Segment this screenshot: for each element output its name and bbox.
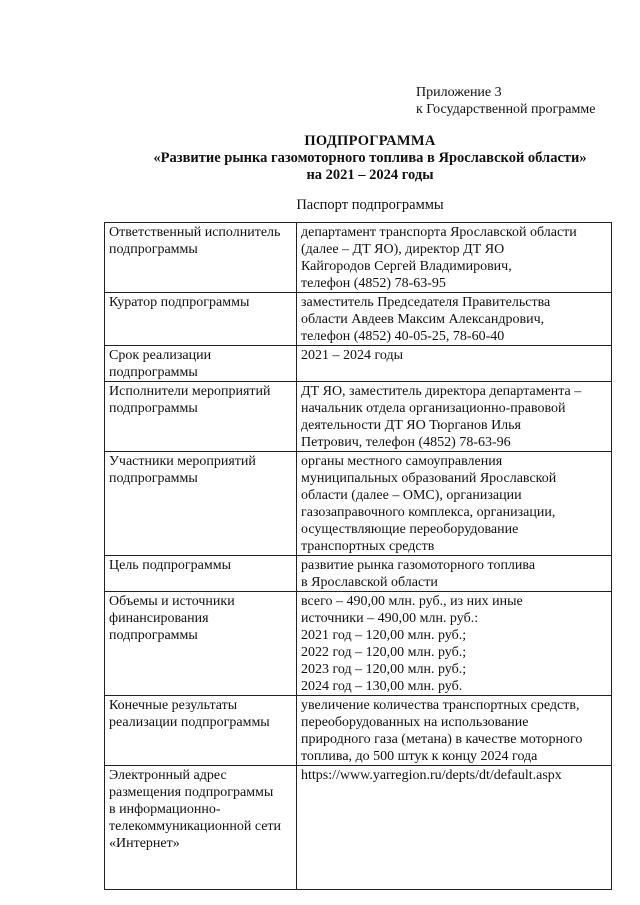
- document-period: на 2021 – 2024 годы: [306, 167, 434, 183]
- passport-title: Паспорт подпрограммы: [296, 197, 444, 213]
- passport-table: [104, 222, 612, 890]
- row-value-period: 2021 – 2024 годы: [297, 346, 612, 382]
- row-value-web-address: [297, 766, 612, 890]
- table-row: [105, 346, 612, 382]
- row-label-goal: Цель подпрограммы: [105, 556, 297, 592]
- row-label-executors: Исполнители мероприятий подпрограммы: [105, 382, 297, 452]
- row-value-responsible: департамент транспорта Ярославской области (далее – ДТ ЯО), директор ДТ ЯО Кайгородов Сергей Владимирович, телефон (4852) 78-63-95: [297, 223, 612, 293]
- row-label-period: Срок реализации подпрограммы: [105, 346, 297, 382]
- row-value-curator: заместитель Председателя Правительства области Авдеев Максим Александрович, телефон (4852) 40-05-25, 78-60-40: [297, 293, 612, 346]
- appendix-note: [416, 84, 595, 118]
- table-row: [105, 556, 612, 592]
- appendix-number: Приложение 3: [416, 85, 502, 100]
- document-title: ПОДПРОГРАММА: [304, 133, 436, 149]
- row-value-results: увеличение количества транспортных средств, переоборудованных на использование природного газа (метана) в качестве моторного топлива, до 500 штук к концу 2024 года: [297, 696, 612, 766]
- row-label-participants: Участники мероприятий подпрограммы: [105, 452, 297, 556]
- row-label-curator: Куратор подпрограммы: [105, 293, 297, 346]
- row-value-participants: органы местного самоуправления муниципальных образований Ярославской области (далее – ОМС), организации газозаправочного комплекса, организации, осуществляющие переоборудование транспортных средств: [297, 452, 612, 556]
- row-label-web-address: Электронный адрес размещения подпрограммы в информационно- телекоммуникационной сети «Интернет»: [105, 766, 297, 890]
- table-row: [105, 452, 612, 556]
- row-label-funding: Объемы и источники финансирования подпрограммы: [105, 592, 297, 696]
- appendix-reference: к Государственной программе: [416, 102, 596, 117]
- row-label-responsible: Ответственный исполнитель подпрограммы: [105, 223, 297, 293]
- document-subtitle: «Развитие рынка газомоторного топлива в Ярославской области»: [153, 150, 587, 166]
- table-row: [105, 223, 612, 293]
- table-row: [105, 382, 612, 452]
- table-row: [105, 293, 612, 346]
- row-value-executors: ДТ ЯО, заместитель директора департамента – начальник отдела организационно-правовой деятельности ДТ ЯО Тюрганов Илья Петрович, телефон (4852) 78-63-96: [297, 382, 612, 452]
- table-row: [105, 766, 612, 890]
- subprogram-url: https://www.yarregion.ru/depts/dt/default.aspx: [301, 768, 562, 783]
- row-label-results: Конечные результаты реализации подпрограммы: [105, 696, 297, 766]
- row-value-funding: всего – 490,00 млн. руб., из них иные источники – 490,00 млн. руб.: 2021 год – 120,00 млн. руб.; 2022 год – 120,00 млн. руб.; 2023 год – 120,00 млн. руб.; 2024 год – 130,00 млн. руб.: [297, 592, 612, 696]
- row-value-goal: развитие рынка газомоторного топлива в Ярославской области: [297, 556, 612, 592]
- table-row: [105, 696, 612, 766]
- table-row: [105, 592, 612, 696]
